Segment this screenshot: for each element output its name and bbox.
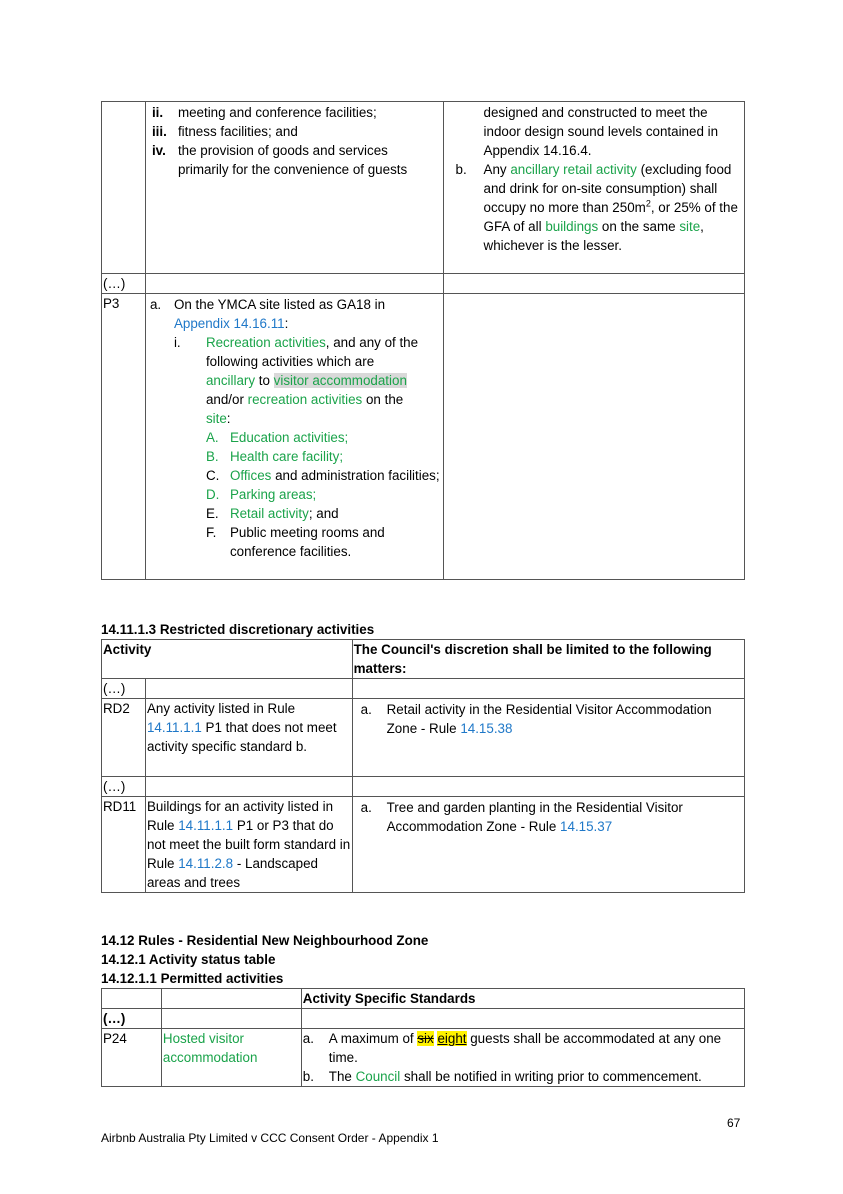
link-appendix-14-16-11[interactable]: Appendix 14.16.11 bbox=[173, 316, 285, 331]
rule-code: P24 bbox=[102, 1029, 162, 1087]
table-cell bbox=[443, 294, 744, 580]
link-rule-14-11-1-1-b[interactable]: 14.11.1.1 bbox=[178, 818, 234, 833]
paragraph: designed and constructed to meet the indoor design sound levels contained in Appendix 14.16.4. bbox=[483, 105, 719, 158]
table-row bbox=[102, 274, 745, 294]
list-item: b. Any ancillary retail activity (excluding food and drink for on-site consumption) shall occupy no more than $250m^2$, or 25% of the GFA of all buildings on the same site, whichever is the lesser. bbox=[455, 162, 738, 253]
list-item: B. Health care facility; bbox=[205, 449, 344, 464]
page-number: 67 bbox=[727, 1116, 741, 1130]
permitted-activities-table-continued bbox=[101, 101, 745, 580]
list-item: a. Tree and garden planting in the Residential Visitor Accommodation Zone - Rule 14.15.37 bbox=[360, 800, 683, 834]
table-cell bbox=[102, 102, 146, 274]
table-cell bbox=[443, 274, 744, 294]
table-row bbox=[102, 102, 745, 274]
table-cell bbox=[145, 777, 352, 797]
table-cell bbox=[145, 102, 443, 274]
link-education-activities[interactable]: Education activities; bbox=[229, 430, 349, 445]
table-row bbox=[102, 777, 745, 797]
list-item: ii. meeting and conference facilities; bbox=[151, 105, 377, 120]
ellipsis-cell: (…) bbox=[102, 679, 146, 699]
link-council[interactable]: Council bbox=[355, 1069, 401, 1084]
table-cell bbox=[161, 1009, 301, 1029]
column-header: Activity bbox=[102, 640, 353, 679]
ellipsis-cell: (…) bbox=[102, 1009, 162, 1029]
table-row bbox=[102, 797, 745, 893]
list-item: i. Recreation activities, and any of the following activities which are ancillary to visitor accommodation and/or recreation activities on the site: A. Education activities; B. Health care facility; C. Offices and administration facilities; D. Parking areas; E. Retail activity; and F. Public meeting rooms and conference facilities. bbox=[173, 335, 440, 559]
table-cell bbox=[352, 777, 744, 797]
restricted-discretionary-table bbox=[101, 639, 745, 893]
list-item: F. Public meeting rooms and conference facilities. bbox=[205, 525, 385, 559]
link-health-care-facility[interactable]: Health care facility; bbox=[229, 449, 344, 464]
link-recreation-activities-2[interactable]: recreation activities bbox=[247, 392, 363, 407]
inserted-text: eight bbox=[437, 1031, 467, 1046]
link-recreation-activities[interactable]: Recreation activities bbox=[205, 335, 326, 350]
table-row bbox=[102, 679, 745, 699]
link-site[interactable]: site bbox=[679, 219, 701, 234]
list-item: E. Retail activity; and bbox=[205, 506, 339, 521]
permitted-activities-table bbox=[101, 988, 745, 1087]
list-item: iv. the provision of goods and services primarily for the convenience of guests bbox=[151, 143, 408, 177]
table-cell bbox=[145, 679, 352, 699]
link-hosted-visitor-accommodation[interactable]: Hosted visitor accommodation bbox=[161, 1029, 301, 1087]
table-row bbox=[102, 1009, 745, 1029]
table-cell: Buildings for an activity listed in Rule 14.11.1.1 P1 or P3 that do not meet the built form standard in Rule 14.11.2.8 - Landscaped areas and trees bbox=[145, 797, 352, 893]
list-item: C. Offices and administration facilities; bbox=[205, 468, 440, 483]
section-subheading: 14.12.1 Activity status table bbox=[101, 952, 276, 967]
table-header-row bbox=[102, 989, 745, 1009]
ellipsis-cell: (…) bbox=[102, 777, 146, 797]
link-rule-14-15-37[interactable]: 14.15.37 bbox=[560, 819, 613, 834]
table-cell bbox=[301, 1029, 744, 1087]
rule-code: RD11 bbox=[102, 797, 146, 893]
list-item: A. Education activities; bbox=[205, 430, 349, 445]
section-heading: 14.12 Rules - Residential New Neighbourhood Zone bbox=[101, 933, 429, 948]
table-header-row bbox=[102, 640, 745, 679]
list-item: iii. fitness facilities; and bbox=[151, 124, 298, 139]
table-row bbox=[102, 699, 745, 777]
table-cell bbox=[145, 294, 443, 580]
ellipsis-cell: (…) bbox=[102, 274, 146, 294]
list-item: b. The Council shall be notified in writing prior to commencement. bbox=[302, 1069, 702, 1084]
table-cell bbox=[352, 679, 744, 699]
section-heading: 14.11.1.3 Restricted discretionary activities bbox=[101, 622, 375, 637]
link-ancillary-retail-activity[interactable]: ancillary retail activity bbox=[510, 162, 637, 177]
column-header: Activity Specific Standards bbox=[301, 989, 744, 1009]
link-site-2[interactable]: site bbox=[205, 411, 227, 426]
list-item: a. Retail activity in the Residential Visitor Accommodation Zone - Rule 14.15.38 bbox=[360, 702, 712, 736]
struck-text: six bbox=[417, 1031, 434, 1046]
table-cell bbox=[301, 1009, 744, 1029]
table-row bbox=[102, 294, 745, 580]
link-buildings[interactable]: buildings bbox=[545, 219, 599, 234]
link-rule-14-15-38[interactable]: 14.15.38 bbox=[460, 721, 513, 736]
table-cell bbox=[352, 699, 744, 777]
list-item: D. Parking areas; bbox=[205, 487, 317, 502]
link-rule-14-11-2-8[interactable]: 14.11.2.8 bbox=[178, 856, 234, 871]
column-header: The Council's discretion shall be limited to the following matters: bbox=[352, 640, 744, 679]
link-parking-areas[interactable]: Parking areas; bbox=[229, 487, 317, 502]
table-cell bbox=[161, 989, 301, 1009]
section-subheading: 14.12.1.1 Permitted activities bbox=[101, 971, 284, 986]
link-rule-14-11-1-1[interactable]: 14.11.1.1 bbox=[146, 720, 202, 735]
list-item: a. A maximum of six eight guests shall be accommodated at any one time. bbox=[302, 1031, 722, 1065]
footer-text: Airbnb Australia Pty Limited v CCC Consent Order - Appendix 1 bbox=[101, 1131, 439, 1145]
link-retail-activity[interactable]: Retail activity bbox=[229, 506, 309, 521]
link-offices[interactable]: Offices bbox=[229, 468, 272, 483]
list-item: a. On the YMCA site listed as GA18 in Appendix 14.16.11: i. Recreation activities, and any of the following activities which are ancillary to visitor accommodation and/or recreation activities on the site: A. Education activities; B. Health care facility; C. Offices and administration facilities; D. Parking areas; E. Retail activity; and F. Public meeting rooms and conference facilities. bbox=[149, 297, 440, 559]
table-cell bbox=[102, 989, 162, 1009]
table-cell bbox=[352, 797, 744, 893]
table-cell bbox=[145, 274, 443, 294]
table-cell: Any activity listed in Rule 14.11.1.1 P1 that does not meet activity specific standard b. bbox=[145, 699, 352, 777]
rule-code: RD2 bbox=[102, 699, 146, 777]
link-ancillary[interactable]: ancillary bbox=[205, 373, 256, 388]
rule-code: P3 bbox=[102, 294, 146, 580]
link-visitor-accommodation[interactable]: visitor accommodation bbox=[273, 373, 407, 388]
table-row bbox=[102, 1029, 745, 1087]
table-cell bbox=[443, 102, 744, 274]
